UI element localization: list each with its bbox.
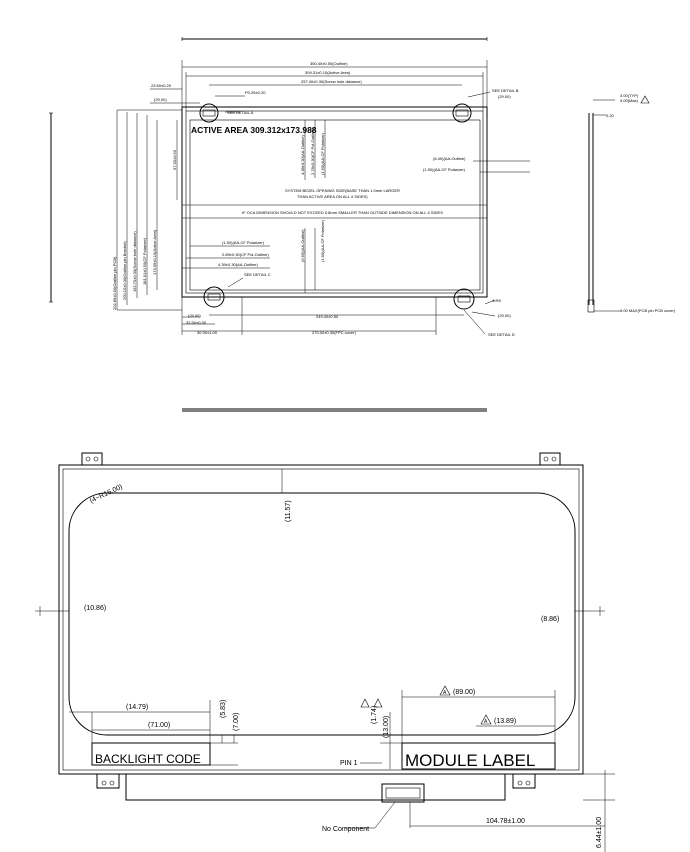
note-system-bezel: SYSTEM BEZEL OPENING SIDE(BASE THAN 1.0mm LARGER bbox=[285, 188, 400, 193]
dim-aa-polarizer-top: (1.50)(AA-CF Polarizer) bbox=[423, 167, 466, 172]
dim-bottom-margin: (29.00) bbox=[188, 313, 201, 318]
tab-top-right bbox=[540, 453, 560, 465]
left-side-profile bbox=[49, 113, 53, 302]
dim-pcb-cover: 5.00 MAX(PCB pin PCB cover) bbox=[620, 308, 676, 313]
right-side-view bbox=[588, 93, 676, 313]
dim-bottom-h: 6.44±1.00 bbox=[596, 816, 603, 848]
note-system-bezel-2: THAN ACTIVE AREA ON ALL 4 SIDES) bbox=[297, 194, 368, 199]
dim-h-outline: 202.89±0.50(Outline pin PCB) bbox=[112, 256, 117, 310]
tab-top-left bbox=[82, 453, 102, 465]
dim-top-thin: 0.20 bbox=[606, 113, 614, 118]
corner-radius: (4~R16.00) bbox=[88, 483, 124, 505]
front-view bbox=[112, 60, 530, 337]
dim-thickness-typ: 3.00(Max) bbox=[620, 98, 639, 103]
module-outline bbox=[182, 107, 487, 297]
dim-v-174: (1.74) bbox=[371, 705, 378, 724]
dim-aa-pol-left: (1.50)(AA-CF Polarizer) bbox=[222, 240, 265, 245]
dim-h-bezel: 200.10±0.30(Outline pin Bracket) bbox=[122, 241, 127, 300]
dim-h-screw: 192.70±0.30(Screw hole distance) bbox=[132, 231, 137, 292]
dim-module-label-gap: (13.89) bbox=[494, 718, 517, 725]
dim-pcb-corner: 4-R8 bbox=[492, 298, 501, 303]
dim-right-gap: (8.86) bbox=[541, 616, 560, 623]
dim-detail-width: (29.00) bbox=[154, 97, 167, 102]
top-edge-view bbox=[182, 37, 487, 41]
dim-label-left-offset: (14.79) bbox=[126, 704, 149, 711]
dim-aa-outline-left: 4.39±0.30(AA-Outline) bbox=[218, 262, 258, 267]
delta-b-text: A bbox=[484, 719, 488, 725]
rear-view bbox=[35, 453, 615, 852]
backlight-code: BACKLIGHT CODE bbox=[95, 752, 201, 766]
see-detail-c: SEE DETAIL C bbox=[244, 272, 271, 277]
note-oca: IF OCA DIMENSION SHOULD NOT EXCEED 0.8mm SMALLER THAN OUTSIDE DIMENSION ON ALL 4 SIDES bbox=[242, 210, 443, 215]
dim-active-width: 309.31±0.10(Active Area) bbox=[305, 70, 351, 75]
dim-right-top: (29.00) bbox=[498, 94, 511, 99]
pin-label: PIN 1 bbox=[340, 760, 358, 767]
dim-bottom-a: 30.30±1.00 bbox=[197, 330, 217, 335]
dim-aa-outline-v1: 4.38±0.30(AA-Outline) bbox=[300, 135, 305, 175]
see-detail-b: SEE DETAIL B bbox=[492, 88, 519, 93]
dim-h-polarizer: 181.91±0.50(CF Polarizer) bbox=[142, 237, 147, 285]
see-detail-d: SEE DETAIL D bbox=[488, 332, 515, 337]
dim-module-label-w: (89.00) bbox=[453, 689, 476, 696]
screw-hole-d bbox=[454, 289, 474, 309]
dim-v-1300: (13.00) bbox=[383, 715, 390, 738]
delta-a-text: A bbox=[443, 690, 447, 696]
dim-h-top: 97.30±0.50 bbox=[172, 150, 177, 170]
dim-thickness-max: 3.00(TYP) bbox=[620, 93, 639, 98]
rear-outline bbox=[59, 465, 583, 774]
see-detail-a: SEE DETAIL A bbox=[227, 110, 254, 115]
backlight-panel bbox=[69, 493, 575, 735]
no-component: No Component bbox=[322, 826, 370, 833]
dim-top-gap: (11.57) bbox=[285, 500, 292, 522]
dim-aa-cf-v1: (1.60)(AA-CF Polarizer) bbox=[320, 132, 325, 175]
active-area-title: ACTIVE AREA 309.312x173.988 bbox=[191, 125, 317, 135]
dim-pol-outline-v1: 2.78±0.30(CF Pol-Outline) bbox=[310, 128, 315, 175]
dim-bottom-offset: 32.50±0.30 bbox=[186, 320, 206, 325]
dim-bottom-b: 249.40±0.50 bbox=[316, 314, 339, 319]
dim-right-bottom: (29.00) bbox=[498, 313, 511, 318]
pcb-strip bbox=[126, 774, 505, 800]
dim-pol-outline-left: 2.89±0.30(CF Pol-Outline) bbox=[222, 252, 269, 257]
dim-aa-outline-v2: (6.55)(AA-Outline) bbox=[300, 229, 305, 262]
tab-bottom-right bbox=[513, 774, 535, 788]
connector bbox=[382, 784, 424, 802]
dim-screw-distance: 257.40±0.30(Screw hole distance) bbox=[301, 79, 362, 84]
dim-connector: 104.78±1.00 bbox=[486, 818, 525, 825]
dim-label-h2: (7.00) bbox=[233, 712, 240, 731]
tab-bottom-left bbox=[97, 774, 119, 788]
dim-fpc-cover: 270.00±0.30(FPC cover) bbox=[312, 330, 356, 335]
module-label: MODULE LABEL bbox=[405, 751, 536, 770]
dim-pitch: P0.25±0.20 bbox=[245, 90, 266, 95]
dim-label-h1: (5.83) bbox=[220, 699, 227, 718]
dim-aa-outline-top: (6.40)(AA-Outline) bbox=[433, 156, 466, 161]
bottom-edge-view bbox=[182, 409, 487, 411]
dim-left-gap: (10.86) bbox=[84, 605, 107, 612]
dim-outline-width: 350.40±0.50(Outline) bbox=[310, 61, 348, 66]
dim-aa-cf-v2: (1.60)(AA-CF Polarizer) bbox=[320, 219, 325, 262]
dim-left-margin: 23.50±0.20 bbox=[151, 83, 171, 88]
dim-h-active: 173.99±0.10(Active Area) bbox=[152, 229, 157, 275]
dim-label-width: (71.00) bbox=[148, 722, 171, 729]
